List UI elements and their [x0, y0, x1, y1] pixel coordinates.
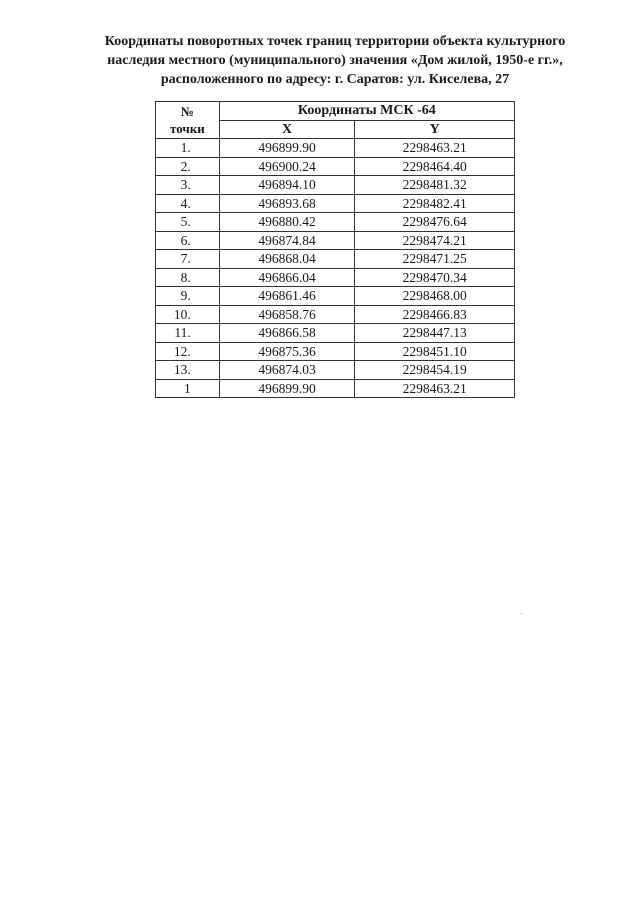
table-row	[156, 176, 515, 195]
table-row	[156, 379, 515, 398]
x-column-header: X	[219, 120, 355, 139]
point-number-cell: 9.	[156, 287, 220, 306]
point-number-cell: 12.	[156, 342, 220, 361]
table-row	[156, 139, 515, 158]
table-row	[156, 250, 515, 269]
x-coordinate-cell: 496874.84	[219, 231, 355, 250]
y-coordinate-cell: 2298463.21	[355, 379, 515, 398]
point-number-cell: 5.	[156, 213, 220, 232]
x-coordinate-cell: 496880.42	[219, 213, 355, 232]
y-coordinate-cell: 2298464.40	[355, 157, 515, 176]
coordinates-group-header: Координаты МСК -64	[219, 102, 514, 121]
table-row	[156, 231, 515, 250]
point-number-cell: 6.	[156, 231, 220, 250]
table-row	[156, 342, 515, 361]
scan-speck	[521, 613, 522, 614]
table-row	[156, 213, 515, 232]
title-line-1: Координаты поворотных точек границ территории объекта культурного	[104, 34, 566, 49]
point-number-cell: 11.	[156, 324, 220, 343]
table-row	[156, 324, 515, 343]
point-number-cell: 3.	[156, 176, 220, 195]
x-coordinate-cell: 496874.03	[219, 361, 355, 380]
point-number-header-label: точки	[170, 121, 205, 136]
y-coordinate-cell: 2298476.64	[355, 213, 515, 232]
x-coordinate-cell: 496893.68	[219, 194, 355, 213]
table-row	[156, 157, 515, 176]
point-number-cell: 2.	[156, 157, 220, 176]
document-title	[70, 32, 600, 89]
point-number-cell: 1	[156, 379, 220, 398]
x-coordinate-cell: 496866.58	[219, 324, 355, 343]
y-coordinate-cell: 2298451.10	[355, 342, 515, 361]
y-coordinate-cell: 2298481.32	[355, 176, 515, 195]
x-coordinate-cell: 496899.90	[219, 379, 355, 398]
x-coordinate-cell: 496900.24	[219, 157, 355, 176]
y-coordinate-cell: 2298463.21	[355, 139, 515, 158]
table-row	[156, 194, 515, 213]
y-coordinate-cell: 2298470.34	[355, 268, 515, 287]
title-line-3: расположенного по адресу: г. Саратов: ул. Киселева, 27	[160, 72, 510, 87]
y-coordinate-cell: 2298474.21	[355, 231, 515, 250]
title-line-2: наследия местного (муниципального) значения «Дом жилой, 1950-е гг.»,	[107, 53, 563, 68]
point-number-cell: 13.	[156, 361, 220, 380]
y-coordinate-cell: 2298454.19	[355, 361, 515, 380]
y-coordinate-cell: 2298468.00	[355, 287, 515, 306]
point-number-cell: 4.	[156, 194, 220, 213]
point-number-cell: 7.	[156, 250, 220, 269]
table-row	[156, 361, 515, 380]
x-coordinate-cell: 496858.76	[219, 305, 355, 324]
x-coordinate-cell: 496868.04	[219, 250, 355, 269]
x-coordinate-cell: 496894.10	[219, 176, 355, 195]
point-number-header-symbol: №	[180, 104, 194, 119]
x-coordinate-cell: 496875.36	[219, 342, 355, 361]
y-coordinate-cell: 2298471.25	[355, 250, 515, 269]
table-row	[156, 287, 515, 306]
table-row	[156, 305, 515, 324]
x-coordinate-cell: 496866.04	[219, 268, 355, 287]
point-number-cell: 8.	[156, 268, 220, 287]
point-number-cell: 10.	[156, 305, 220, 324]
y-column-header: Y	[355, 120, 515, 139]
table-row	[156, 268, 515, 287]
point-number-cell: 1.	[156, 139, 220, 158]
coordinates-table	[155, 101, 515, 398]
x-coordinate-cell: 496861.46	[219, 287, 355, 306]
x-coordinate-cell: 496899.90	[219, 139, 355, 158]
y-coordinate-cell: 2298447.13	[355, 324, 515, 343]
point-number-header	[156, 102, 220, 139]
y-coordinate-cell: 2298466.83	[355, 305, 515, 324]
y-coordinate-cell: 2298482.41	[355, 194, 515, 213]
